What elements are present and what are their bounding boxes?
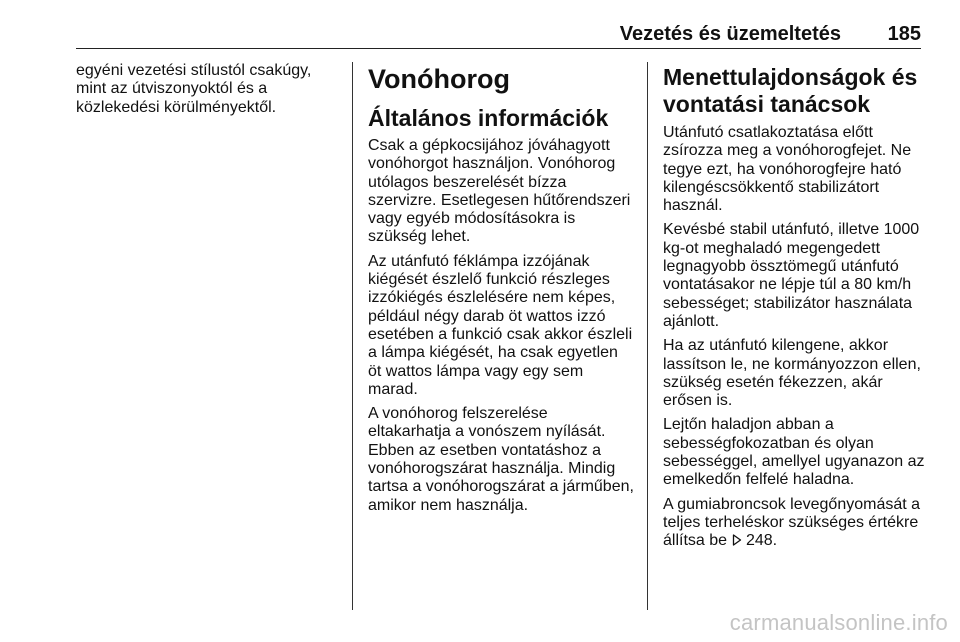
paragraph: Lejtőn haladjon abban a sebességfokozatban és olyan sebességgel, amellyel ugyanazon az emelkedőn felfelé haladna. xyxy=(663,416,925,489)
watermark: carmanualsonline.info xyxy=(729,610,948,635)
paragraph: Ha az utánfutó kilengene, akkor lassítson le, ne kormányozzon ellen, szükség esetén fékezzen, akár erősen is. xyxy=(663,337,921,410)
page-reference-link[interactable]: 248 xyxy=(745,532,773,550)
column-divider-2 xyxy=(647,62,648,610)
column-2 xyxy=(368,62,634,521)
page-number: 185 xyxy=(887,23,921,45)
column-divider-1 xyxy=(352,62,353,610)
paragraph: A vonóhorog felszerelése eltakarhatja a vonószem nyílását. Ebben az esetben vontatáshoz a vonóhorogszárat használja. Mindig tartsa a vonóhorogszárat a járműben, amikor nem használja. xyxy=(368,405,634,514)
paragraph: Kevésbé stabil utánfutó, illetve 1000 kg-ot meghaladó megengedett legnagyobb össztömegű utánfutó vontatásakor ne lépje túl a 80 km/h sebességet; stabilizátor használata ajánlott. xyxy=(663,221,920,330)
paragraph: Csak a gépkocsijához jóváhagyott vonóhorgot használjon. Vonóhorog utólagos beszerelését bízza szervizre. Esetlegesen hűtőrendszeri vagy egyéb módosításokra is szükség lehet. xyxy=(368,137,631,246)
paragraph: Az utánfutó féklámpa izzójának kiégését észlelő funkció részleges izzókiégés észlelésére nem képes, például négy darab öt wattos izzó esetében a funkció csak akkor észleli a lámpa kiégését, ha csak egyetlen öt wattos lámpa vagy egy sem marad. xyxy=(368,252,633,398)
paragraph-text: A gumiabroncsok levegőnyomását a teljes terheléskor szükséges értékre állítsa be xyxy=(663,495,921,550)
page-header xyxy=(76,20,921,49)
subsection-heading: Menettulajdonságok és vontatási tanácsok xyxy=(663,64,918,117)
subsection-heading: Általános információk xyxy=(368,105,609,131)
paragraph: Utánfutó csatlakoztatása előtt zsírozza meg a vonóhorogfejet. Ne tegye ezt, ha vonóhorogfejre ható kilengéscsökkentő stabilizátort használ. xyxy=(663,124,912,215)
paragraph: egyéni vezetési stílustól csakúgy, mint az útviszonyoktól és a közlekedési körülményektől. xyxy=(76,62,312,116)
page-reference-arrow-icon xyxy=(732,533,742,545)
paragraph-with-reference xyxy=(663,496,929,551)
section-heading: Vonóhorog xyxy=(368,64,510,94)
column-3 xyxy=(663,62,929,557)
chapter-title: Vezetés és üzemeltetés xyxy=(619,23,841,45)
paragraph-text-end: . xyxy=(772,532,778,550)
column-1 xyxy=(76,62,342,123)
